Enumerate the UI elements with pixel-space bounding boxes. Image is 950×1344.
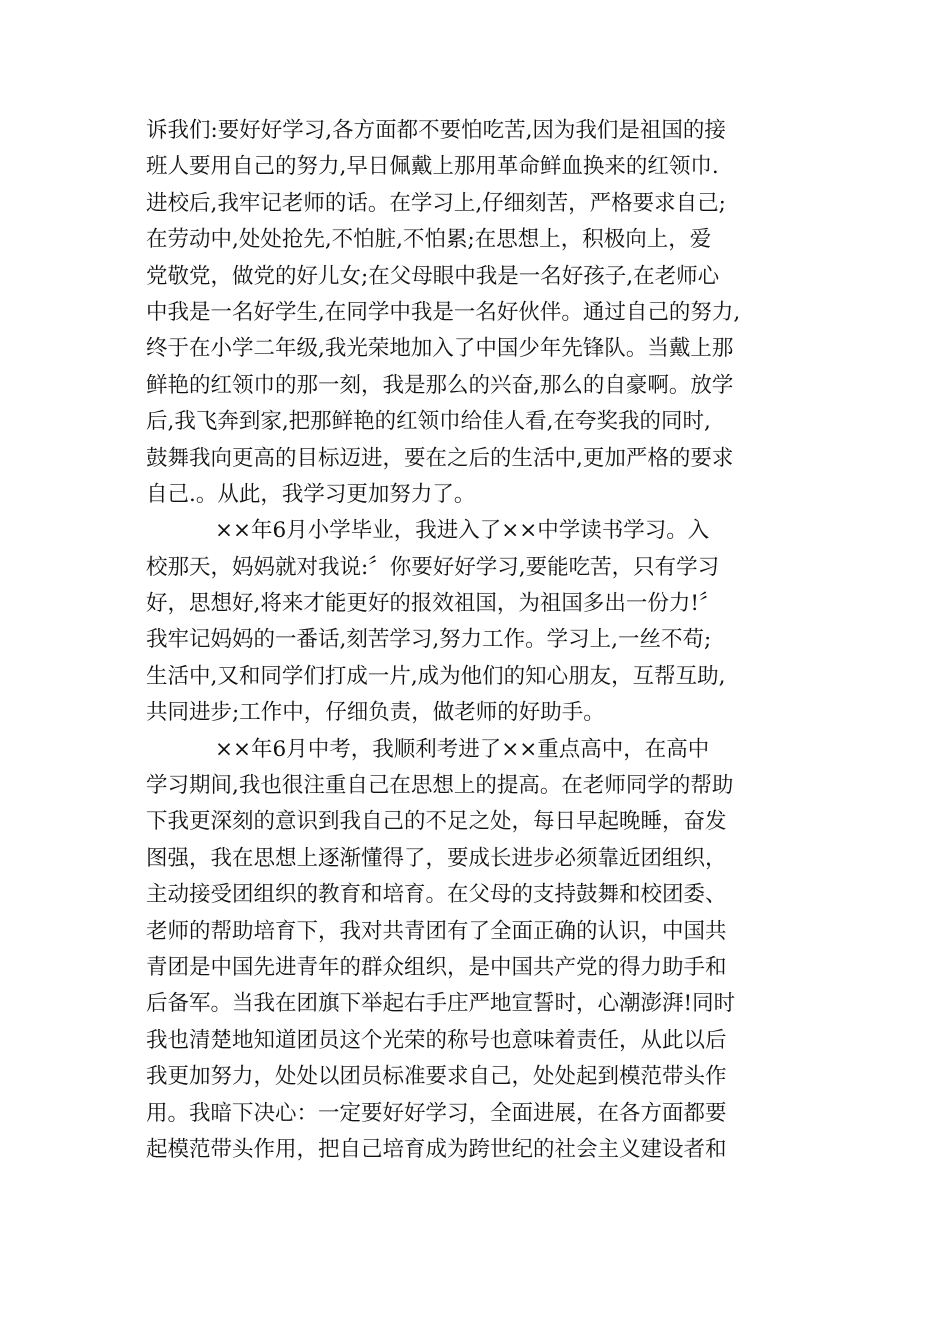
text-line: 我牢记妈妈的一番话,刻苦学习,努力工作。学习上,一丝不苟;: [146, 627, 712, 653]
text-line: 共同进步;工作中，仔细负责，做老师的好助手。: [146, 700, 605, 726]
text-line: 自己.。从此，我学习更加努力了。: [146, 481, 476, 507]
text-line: 下我更深刻的意识到我自己的不足之处，每日早起晚睡，奋发: [146, 809, 727, 835]
text-line: ××年6月小学毕业，我进入了××中学读书学习。入: [215, 518, 710, 544]
text-line: ××年6月中考，我顺利考进了××重点高中，在高中: [215, 736, 710, 762]
text-line: 在劳动中,处处抢先,不怕脏,不怕累;在思想上，积极向上，爱: [146, 227, 712, 253]
text-line: 鲜艳的红领巾的那一刻，我是那么的兴奋,那么的自豪啊。放学: [146, 372, 734, 398]
text-line: 进校后,我牢记老师的话。在学习上,仔细刻苦，严格要求自己;: [146, 190, 726, 216]
text-line: 党敬党，做党的好儿女;在父母眼中我是一名好孩子,在老师心: [146, 263, 720, 289]
paragraph-3: [146, 732, 826, 1169]
text-line: 学习期间,我也很注重自己在思想上的提高。在老师同学的帮助: [146, 773, 734, 799]
text-line: 用。我暗下决心：一定要好好学习，全面进展，在各方面都要: [146, 1100, 727, 1126]
text-line: 老师的帮助培育下，我对共青团有了全面正确的认识，中国共: [146, 918, 727, 944]
text-line: 后,我飞奔到家,把那鲜艳的红领巾给佳人看,在夸奖我的同时,: [146, 409, 711, 435]
paragraph-2: [146, 513, 826, 731]
text-line: 好，思想好,将来才能更好的报效祖国，为祖国多出一份力!〞: [146, 591, 721, 617]
text-line: 后备军。当我在团旗下举起右手庄严地宣誓时，心潮澎湃!同时: [146, 991, 736, 1017]
text-line: 校那天，妈妈就对我说:〞你要好好学习,要能吃苦，只有学习: [146, 554, 720, 580]
text-line: 中我是一名好学生,在同学中我是一名好伙伴。通过自己的努力,: [146, 299, 741, 325]
text-line: 生活中,又和同学们打成一片,成为他们的知心朋友，互帮互助,: [146, 663, 726, 689]
text-line: 青团是中国先进青年的群众组织，是中国共产党的得力助手和: [146, 954, 727, 980]
text-line: 起模范带头作用，把自己培育成为跨世纪的社会主义建设者和: [146, 1136, 727, 1162]
text-line: 主动接受团组织的教育和培育。在父母的支持鼓舞和校团委、: [146, 882, 727, 908]
text-line: 鼓舞我向更高的目标迈进，要在之后的生活中,更加严格的要求: [146, 445, 734, 471]
text-line: 班人要用自己的努力,早日佩戴上那用革命鲜血换来的红领巾.: [146, 154, 719, 180]
text-line: 终于在小学二年级,我光荣地加入了中国少年先锋队。当戴上那: [146, 336, 734, 362]
text-line: 诉我们:要好好学习,各方面都不要怕吃苦,因为我们是祖国的接: [146, 118, 726, 143]
document-body: [146, 113, 826, 1168]
paragraph-1: [146, 113, 826, 513]
text-line: 我更加努力，处处以团员标准要求自己，处处起到模范带头作: [146, 1064, 727, 1090]
text-line: 图强，我在思想上逐渐懂得了，要成长进步必须靠近团组织，: [146, 845, 727, 871]
text-line: 我也清楚地知道团员这个光荣的称号也意味着责任，从此以后: [146, 1027, 727, 1053]
